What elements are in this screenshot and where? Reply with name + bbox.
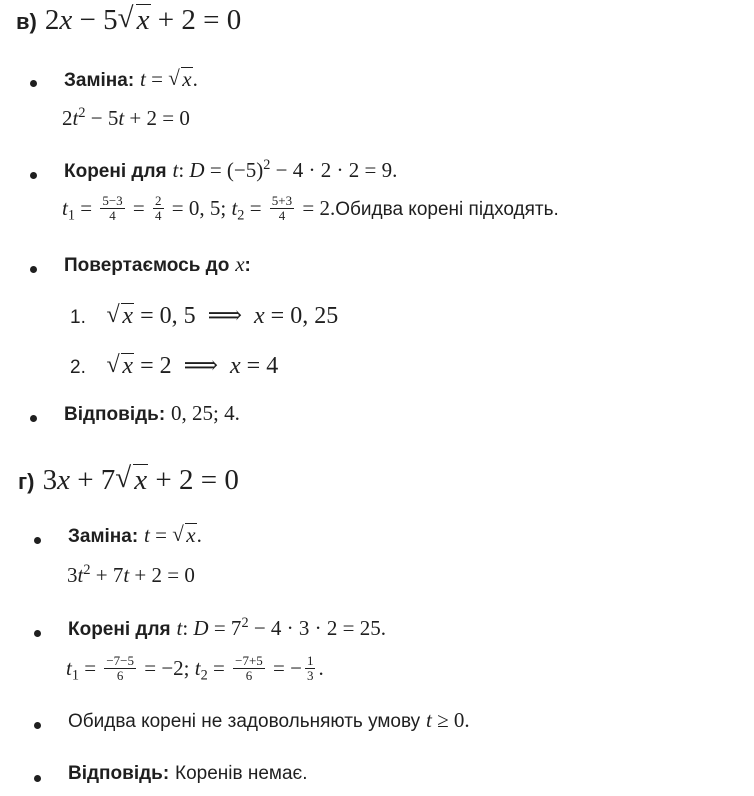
ordered-item bbox=[70, 301, 338, 330]
list-item bbox=[66, 653, 324, 684]
bold-label: Корені для bbox=[68, 619, 171, 640]
list-item bbox=[68, 616, 386, 641]
bold-label: Відповідь: bbox=[64, 404, 166, 425]
section-g-heading bbox=[18, 464, 239, 497]
bold-label: Відповідь: bbox=[68, 763, 170, 784]
bullet bbox=[30, 266, 37, 273]
text: Обидва корені не задовольняють умову bbox=[68, 711, 421, 732]
math-expression: t: $D = 7^2 - 4 \cdot 3 \cdot 2 = 25$. bbox=[176, 615, 387, 640]
bold-label: Повертаємось до bbox=[64, 255, 230, 276]
list-item bbox=[68, 761, 308, 785]
bullet bbox=[30, 415, 37, 422]
math-expression: t = √ x. bbox=[144, 523, 202, 547]
text: Коренів немає. bbox=[175, 763, 308, 784]
math-expression: √ x = 0, 5 ⟹ x = 0, 25 bbox=[107, 303, 339, 329]
math-expression: $2t^2 - 5t + 2 = 0$ bbox=[62, 105, 190, 130]
bullet bbox=[34, 722, 41, 729]
item-number: 2. bbox=[70, 357, 86, 378]
math-expression: $t_1$ = $\frac{5-3}{4}$ = $\frac{2}{4}$ = 0, 5; $t_2$ = $\frac{5+3}{4}$ = 2. bbox=[62, 193, 336, 224]
list-item: Повертаємось до x: bbox=[64, 252, 251, 276]
item-number: 1. bbox=[70, 307, 86, 328]
list-item bbox=[64, 158, 397, 183]
section-label: г) bbox=[18, 469, 35, 494]
equation: 2x − 5 √ x + 2 = 0 bbox=[45, 4, 241, 36]
bold-label: Заміна: bbox=[64, 70, 135, 91]
bold-label: Корені для bbox=[64, 161, 167, 182]
math-expression: t ≥ 0. bbox=[426, 708, 470, 732]
section-label: в) bbox=[16, 9, 37, 34]
bullet bbox=[34, 775, 41, 782]
equation: 3x + 7 √ x + 2 = 0 bbox=[43, 464, 239, 496]
list-item bbox=[64, 401, 240, 426]
math-expression: t = √ x. bbox=[140, 67, 198, 91]
list-item bbox=[68, 523, 202, 548]
bullet bbox=[34, 537, 41, 544]
list-item bbox=[64, 67, 198, 92]
list-item bbox=[62, 193, 559, 224]
bold-label: Заміна: bbox=[68, 526, 139, 547]
ordered-item bbox=[70, 351, 278, 380]
bullet bbox=[30, 80, 37, 87]
math-expression: x bbox=[235, 252, 245, 276]
math-expression: $t_1$ = $\frac{-7-5}{6}$ = −2; $t_2$ = $\frac{-7+5}{6}$ = − $\frac{1}{3}$ . bbox=[66, 653, 324, 684]
bullet bbox=[34, 630, 41, 637]
list-item bbox=[68, 708, 470, 733]
bullet bbox=[30, 172, 37, 179]
math-expression: t: $D = (-5)^2 - 4 \cdot 2 \cdot 2 = 9$. bbox=[172, 157, 398, 182]
math-expression: 0, 25; 4. bbox=[171, 401, 240, 425]
text: Обидва корені підходять. bbox=[335, 199, 559, 220]
math-expression: $3t^2 + 7t + 2 = 0$ bbox=[67, 562, 195, 587]
math-expression: √ x = 2 ⟹ x = 4 bbox=[107, 353, 279, 379]
section-v-heading bbox=[16, 4, 241, 37]
